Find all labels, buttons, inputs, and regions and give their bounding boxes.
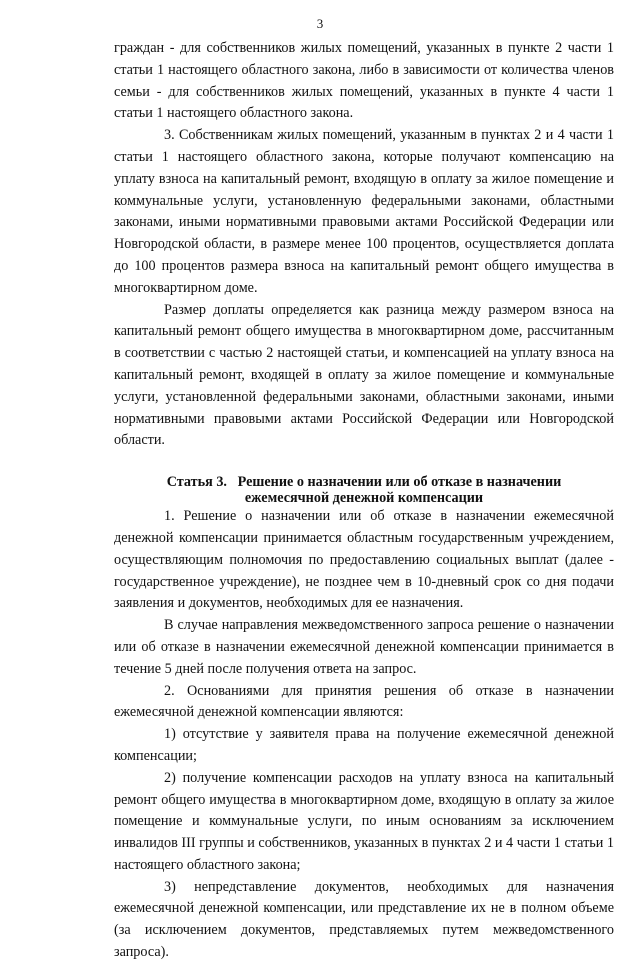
paragraph: граждан - для собственников жилых помещений, указанных в пункте 2 части 1 статьи 1 настоящего областного закона, либо в зависимости от количества членов семьи - для собственников жилых помещений, указанных в пункте 4 части 1 статьи 1 настоящего областного закона.: [114, 40, 614, 122]
article-heading-line1: [114, 474, 614, 490]
page-number: 3: [316, 16, 324, 31]
document-body: [114, 38, 614, 964]
paragraph: Размер доплаты определяется как разница между размером взноса на капитальный ремонт общего имущества в многоквартирном доме, рассчитанным в соответствии с частью 2 настоящей статьи, и компенсацией на уплату взноса на капитальный ремонт, входящей в оплату за жилое помещение и коммунальные услуги, установленной федеральными законами, областными законами, иными нормативными правовыми актами Российской Федерации или Новгородской области.: [114, 301, 614, 449]
article-title-line2: ежемесячной денежной компенсации: [244, 490, 484, 507]
paragraph: 3. Собственникам жилых помещений, указанным в пунктах 2 и 4 части 1 статьи 1 настоящего областного закона, которые получают компенсацию на уплату взноса на капитальный ремонт, входящую в оплату за жилое помещение и коммунальные услуги, установленную федеральными законами, областными законами, иными нормативными правовыми актами Российской Федерации или Новгородской области, в размере менее 100 процентов, осуществляется доплата до 100 процентов размера взноса на капитальный ремонт общего имущества в многоквартирном доме.: [114, 127, 614, 296]
paragraph: 1) отсутствие у заявителя права на получение ежемесячной денежной компенсации;: [114, 726, 614, 764]
paragraph: 3) непредставление документов, необходимых для назначения ежемесячной денежной компенсации, или представление их не в полном объеме (за исключением документов, представляемых путем межведомственного запроса).: [114, 878, 614, 961]
paragraph: 2. Основаниями для принятия решения об отказе в назначении ежемесячной денежной компенсации являются:: [114, 682, 614, 721]
paragraph: В случае направления межведомственного запроса решение о назначении или об отказе в назначении ежемесячной денежной компенсации принимается в течение 5 дней после получения ответа на запрос.: [114, 617, 614, 677]
article-title-line1: Решение о назначении или об отказе в назначении: [237, 474, 562, 491]
paragraph: 2) получение компенсации расходов на уплату взноса на капитальный ремонт общего имущества в многоквартирном доме, входящую в оплату за жилое помещение и коммунальные услуги, по иным основаниям за исключением инвалидов III группы и собственников, указанных в пунктах 2 и 4 части 1 статьи 1 настоящего областного закона;: [114, 769, 614, 873]
article-heading: [114, 474, 614, 506]
paragraph: 1. Решение о назначении или об отказе в назначении ежемесячной денежной компенсации принимается областным государственным учреждением, осуществляющим полномочия по предоставлению социальных выплат (далее - государственное учреждение), не позднее чем в 10-дневный срок со дня подачи заявления и документов, необходимых для ее назначения.: [114, 508, 614, 612]
article-number: Статья 3.: [166, 474, 227, 491]
